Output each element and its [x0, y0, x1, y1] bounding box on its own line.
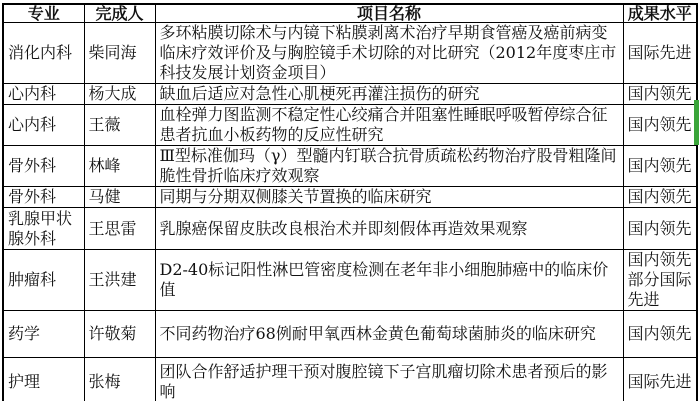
research-results-table — [2, 3, 698, 401]
table-row — [3, 208, 697, 250]
cell-project: D2-40标记阳性淋巴管密度检测在老年非小细胞肺癌中的临床价值 — [155, 250, 623, 311]
table-row — [3, 311, 697, 358]
cell-specialty: 护理 — [3, 358, 84, 401]
cell-level: 国内领先 — [623, 187, 697, 208]
cell-level: 国际先进 — [623, 358, 697, 401]
cell-project: Ⅲ型标准伽玛（γ）型髓内钉联合抗骨质疏松药物治疗股骨粗隆间脆性骨折临床疗效观察 — [155, 146, 623, 187]
table-row — [3, 187, 697, 208]
cell-project: 团队合作舒适护理干预对腹腔镜下子宫肌瘤切除术患者预后的影响 — [155, 358, 623, 401]
table-row — [3, 23, 697, 84]
cell-level: 国内领先 — [623, 208, 697, 250]
cell-level: 国内领先 — [623, 105, 697, 146]
cell-specialty: 心内科 — [3, 105, 84, 146]
column-header-project: 项目名称 — [155, 4, 623, 23]
cell-level: 国内领先 — [623, 146, 697, 187]
cell-project: 同期与分期双侧膝关节置换的临床研究 — [155, 187, 623, 208]
cell-specialty: 骨外科 — [3, 146, 84, 187]
cell-project: 多环粘膜切除术与内镜下粘膜剥离术治疗早期食管癌及癌前病变临床疗效评价及与胸腔镜手术切除的对比研究（2012年度枣庄市科技发展计划资金项目） — [155, 23, 623, 84]
cell-specialty: 药学 — [3, 311, 84, 358]
table-row — [3, 358, 697, 401]
table-row — [3, 146, 697, 187]
table-row — [3, 84, 697, 105]
cell-level: 国内领先 — [623, 311, 697, 358]
cell-person: 柴同海 — [84, 23, 155, 84]
selection-border — [694, 100, 699, 145]
column-header-level: 成果水平 — [623, 4, 697, 23]
table-row — [3, 105, 697, 146]
cell-project: 乳腺癌保留皮肤改良根治术并即刻假体再造效果观察 — [155, 208, 623, 250]
table-row — [3, 250, 697, 311]
cell-specialty: 乳腺甲状腺外科 — [3, 208, 84, 250]
cell-project: 缺血后适应对急性心肌梗死再灌注损伤的研究 — [155, 84, 623, 105]
cell-project: 血栓弹力图监测不稳定性心绞痛合并阻塞性睡眠呼吸暂停综合征患者抗血小板药物的反应性研究 — [155, 105, 623, 146]
cell-level: 国际先进 — [623, 23, 697, 84]
cell-person: 张梅 — [84, 358, 155, 401]
cell-person: 王思雷 — [84, 208, 155, 250]
column-header-person: 完成人 — [84, 4, 155, 23]
cell-person: 马健 — [84, 187, 155, 208]
cell-person: 王洪建 — [84, 250, 155, 311]
cell-person: 杨大成 — [84, 84, 155, 105]
cell-specialty: 心内科 — [3, 84, 84, 105]
cell-project: 不同药物治疗68例耐甲氧西林金黄色葡萄球菌肺炎的临床研究 — [155, 311, 623, 358]
cell-person: 许敬菊 — [84, 311, 155, 358]
cell-level: 国内领先 — [623, 84, 697, 105]
cell-specialty: 肿瘤科 — [3, 250, 84, 311]
column-header-specialty: 专业 — [3, 4, 84, 23]
header-row — [3, 4, 697, 23]
cell-specialty: 消化内科 — [3, 23, 84, 84]
cell-specialty: 骨外科 — [3, 187, 84, 208]
cell-level: 国内领先部分国际先进 — [623, 250, 697, 311]
cell-person: 林峰 — [84, 146, 155, 187]
cell-person: 王薇 — [84, 105, 155, 146]
